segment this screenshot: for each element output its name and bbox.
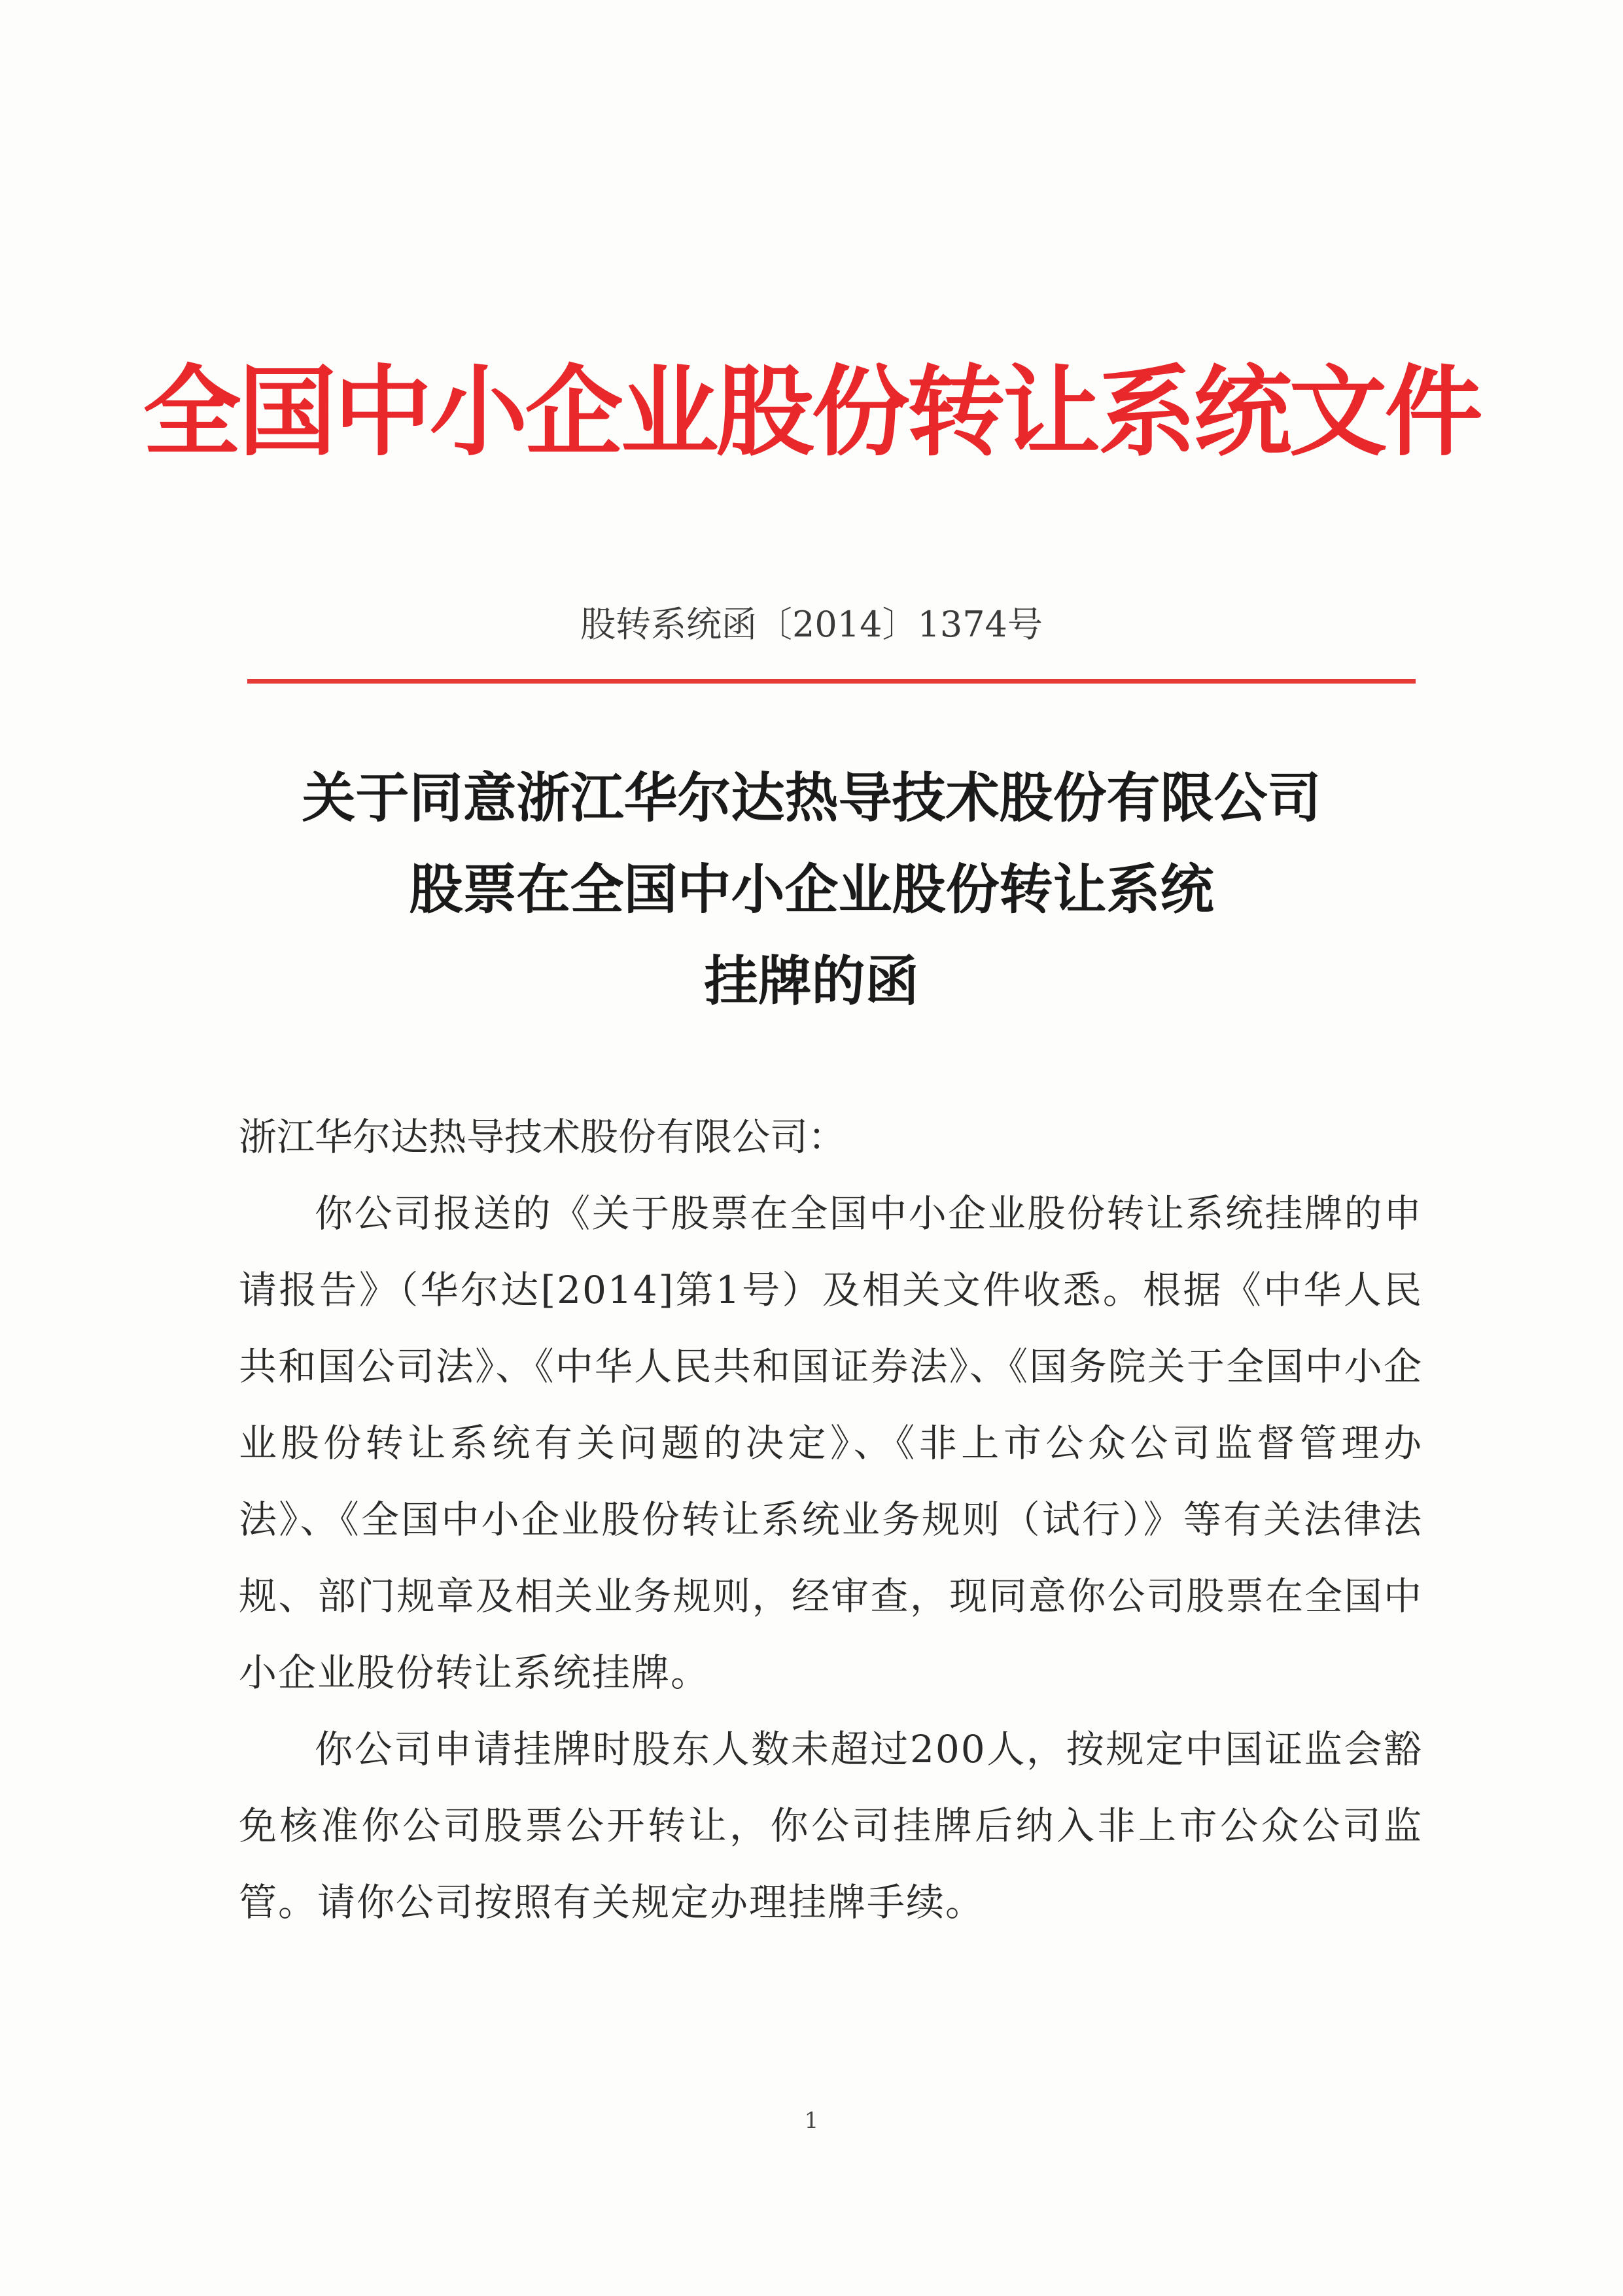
title-line-3: 挂牌的函	[704, 950, 919, 1013]
paragraph-1: 你公司报送的《关于股票在全国中小企业股份转让系统挂牌的申请报告》（华尔达[2014]第1号）及相关文件收悉。根据《中华人民共和国公司法》、《中华人民共和国证券法》、《国务院关于全国中小企业股份转让系统有关问题的决定》、《非上市公众公司监督管理办法》、《全国中小企业股份转让系统业务规则（试行）》等有关法律法规、部门规章及相关业务规则，经审查，现同意你公司股票在全国中小企业股份转让系统挂牌。	[239, 1191, 1423, 1695]
red-divider-line	[247, 679, 1416, 684]
document-number: 股转系统函〔2014〕1374号	[580, 604, 1043, 645]
title-line-1: 关于同意浙江华尔达热导技术股份有限公司	[302, 767, 1321, 829]
paragraph-2: 你公司申请挂牌时股东人数未超过200人，按规定中国证监会豁免核准你公司股票公开转让，你公司挂牌后纳入非上市公众公司监管。请你公司按照有关规定办理挂牌手续。	[239, 1727, 1423, 1924]
title-line-2: 股票在全国中小企业股份转让系统	[409, 858, 1214, 921]
salutation: 浙江华尔达热导技术股份有限公司：	[239, 1115, 846, 1159]
document-title	[0, 752, 1623, 1027]
letter-body	[239, 1099, 1423, 1941]
page-number: 1	[804, 2108, 819, 2134]
masthead-title: 全国中小企业股份转让系统文件	[143, 355, 1480, 470]
